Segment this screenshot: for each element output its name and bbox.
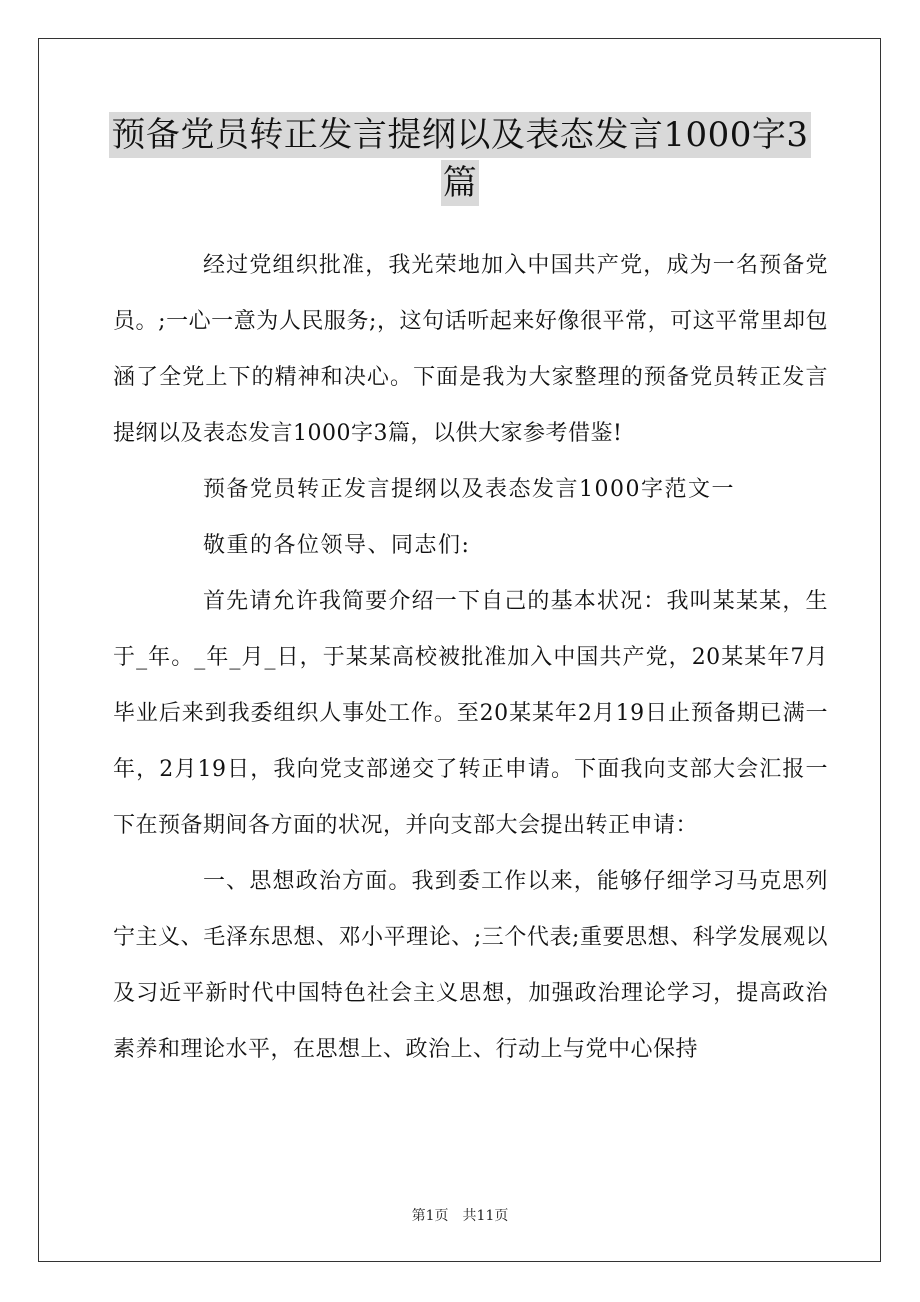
- intro-paragraph: 经过党组织批准，我光荣地加入中国共产党，成为一名预备党员。;一心一意为人民服务;，这句话听起来好像很平常，可这平常里却包涵了全党上下的精神和决心。下面是我为大家整理的预备党员转正发言提纲以及表态发言1000字3篇，以供大家参考借鉴!: [113, 253, 828, 446]
- title-line-2: 篇: [441, 160, 480, 206]
- section-heading: 预备党员转正发言提纲以及表态发言1000字范文一: [203, 477, 735, 502]
- document-body: [113, 238, 828, 1078]
- ideology-paragraph: 一、思想政治方面。我到委工作以来，能够仔细学习马克思列宁主义、毛泽东思想、邓小平理论、;三个代表;重要思想、科学发展观以及习近平新时代中国特色社会主义思想，加强政治理论学习，提高政治素养和理论水平，在思想上、政治上、行动上与党中心保持: [113, 869, 828, 1062]
- page-total: 共11页: [462, 1208, 509, 1224]
- page-number: 第1页: [411, 1208, 449, 1224]
- page-footer: [0, 1206, 920, 1226]
- salutation-paragraph: 敬重的各位领导、同志们:: [203, 533, 471, 558]
- title-line-1: 预备党员转正发言提纲以及表态发言1000字3: [109, 112, 810, 158]
- document-title: [0, 112, 920, 206]
- self-introduction-paragraph: 首先请允许我简要介绍一下自己的基本状况：我叫某某某，生于_年。_年_月_日，于某某高校被批准加入中国共产党，20某某年7月毕业后来到我委组织人事处工作。至20某某年2月19日止预备期已满一年，2月19日，我向党支部递交了转正申请。下面我向支部大会汇报一下在预备期间各方面的状况，并向支部大会提出转正申请：: [113, 589, 828, 838]
